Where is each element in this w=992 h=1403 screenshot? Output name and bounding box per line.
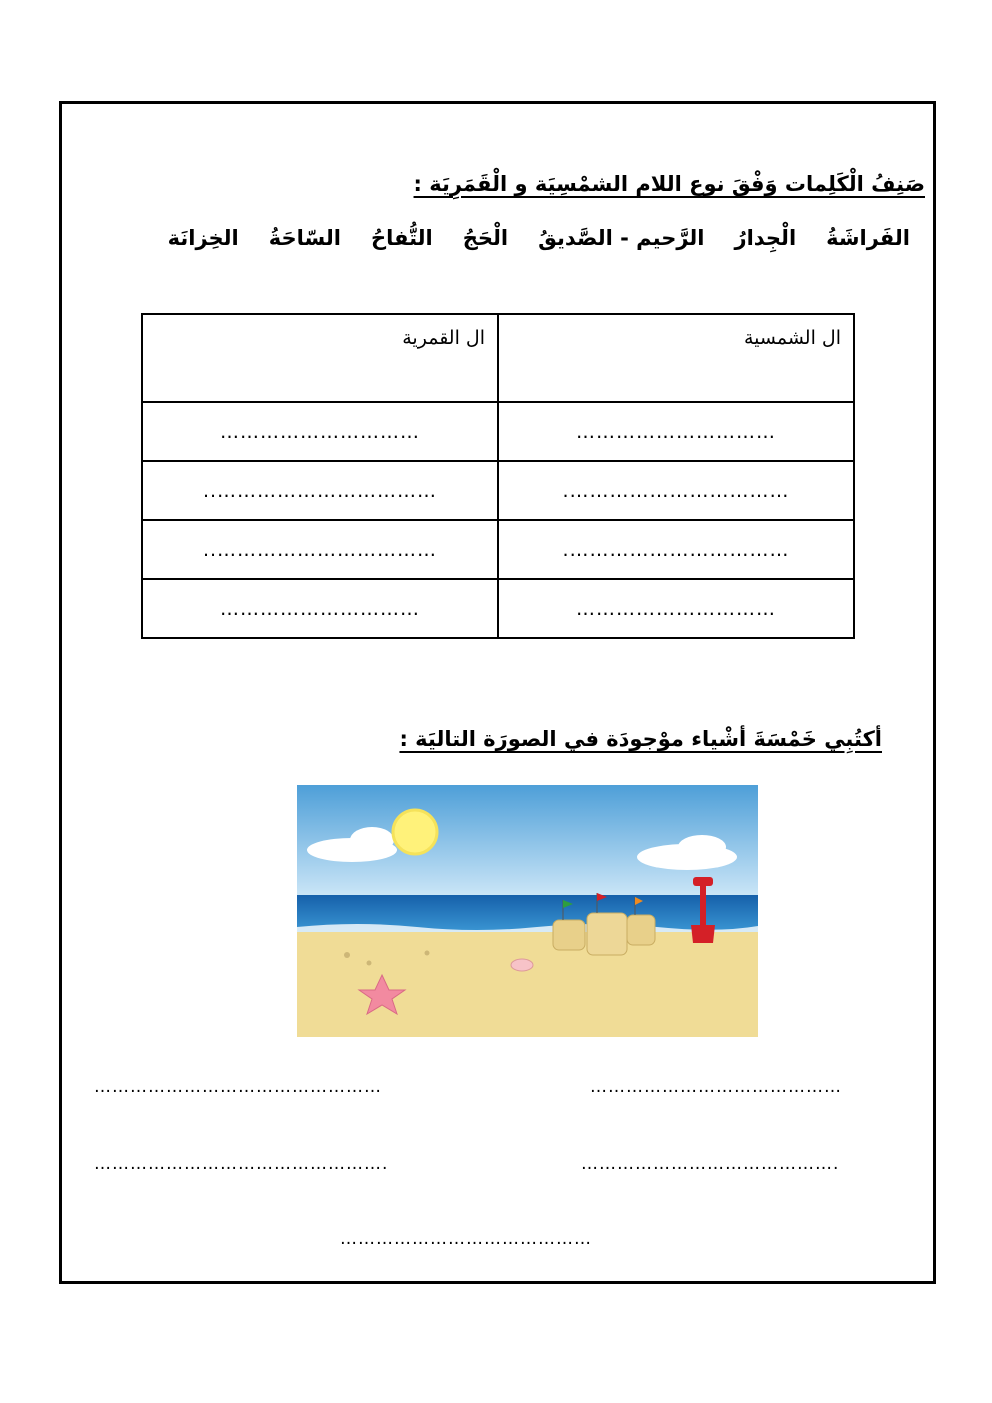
word-bank-item: السّاحَةُ	[268, 226, 341, 250]
section-2-instruction: أكتُبِي خَمْسَةَ أشْياء موْجودَة في الصورَة التاليَة :	[399, 727, 882, 751]
table-row	[142, 461, 854, 520]
answer-cell[interactable]: …………………………….	[498, 461, 854, 520]
word-bank	[168, 226, 910, 250]
sand	[297, 932, 758, 1037]
answer-cell[interactable]: …………………………	[142, 579, 498, 638]
header-lunar-lam: ال القمرية	[142, 314, 498, 402]
word-bank-item: الفَراشَةُ	[826, 226, 910, 250]
word-bank-item: الخِزانَة	[167, 226, 239, 250]
answer-line[interactable]: …………………………………………	[94, 1077, 382, 1097]
table-row	[142, 520, 854, 579]
table-header-row	[142, 314, 854, 402]
sorting-table	[141, 313, 855, 639]
answer-line[interactable]: ……………………………………	[340, 1229, 592, 1249]
header-solar-lam: ال الشمسية	[498, 314, 854, 402]
answer-cell[interactable]: …………………………….	[498, 520, 854, 579]
shell-icon	[511, 959, 533, 971]
beach-picture	[297, 785, 758, 1037]
answer-cell[interactable]: …………………………	[498, 402, 854, 461]
worksheet-border	[59, 101, 936, 1284]
table-row	[142, 402, 854, 461]
word-bank-item: التُّفاحُ	[370, 226, 433, 250]
answer-line[interactable]: …………………………………….	[581, 1154, 840, 1174]
word-bank-item: الْحَجُ	[462, 226, 509, 250]
answer-cell[interactable]: …………………………	[142, 402, 498, 461]
word-bank-item: الرَّحيم - الصَّديقُ	[538, 226, 705, 250]
answer-line[interactable]: ……………………………………	[590, 1077, 842, 1097]
section-1-instruction: صَنِفُ الْكَلِمات وَفْقَ نوع اللام الشمْسِيَة و الْقَمَرِيَة :	[413, 172, 925, 196]
word-bank-item: الْجِدارُ	[734, 226, 797, 250]
answer-line[interactable]: ………………………………………….	[94, 1154, 389, 1174]
answer-cell[interactable]: …………………………	[498, 579, 854, 638]
table-row	[142, 579, 854, 638]
answer-cell[interactable]: ……………………………..	[142, 461, 498, 520]
answer-cell[interactable]: ……………………………..	[142, 520, 498, 579]
sun-icon	[393, 810, 437, 854]
